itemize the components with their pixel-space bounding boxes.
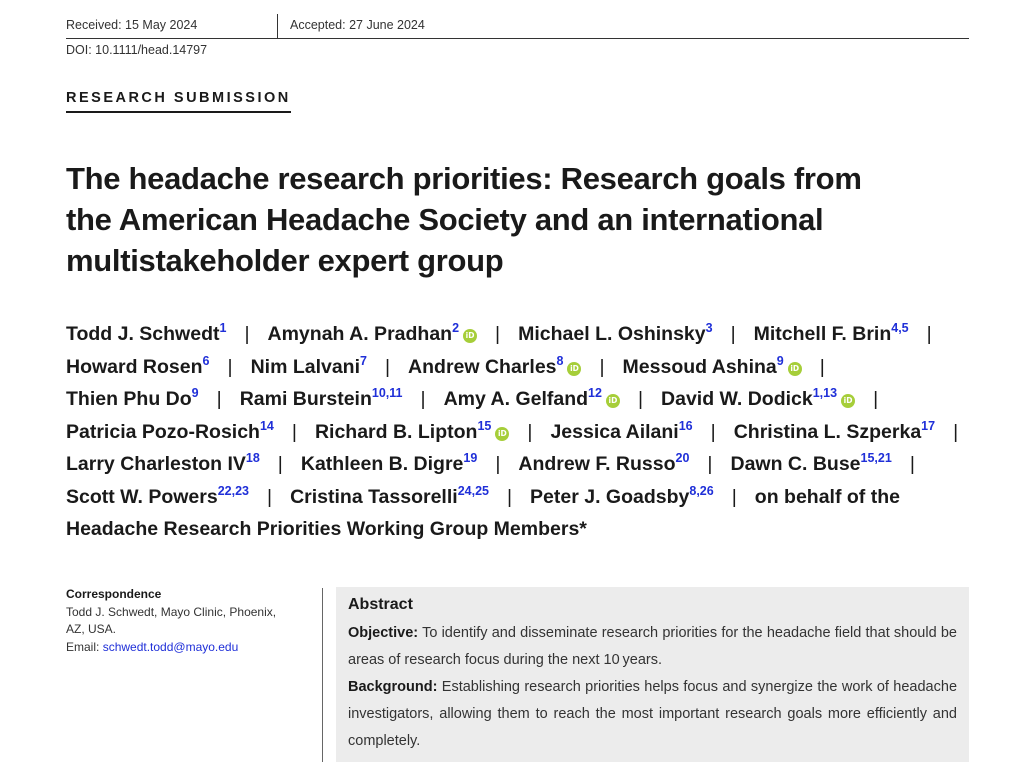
author[interactable]: Kathleen B. Digre$^{19}$ [300,451,478,475]
affiliation-ref[interactable]: 22,23 [217,483,249,498]
author[interactable]: Andrew F. Russo$^{20}$ [518,451,690,475]
author[interactable]: Messoud Ashina$^9$iD [623,356,802,378]
abstract-background [348,674,957,755]
author-separator: | [819,355,825,378]
correspondence-address-cont: AZ, USA. [66,622,117,636]
affiliation-ref[interactable]: 3 [705,321,713,335]
author[interactable]: Dawn C. Buse$^{15,21}$ [730,451,892,475]
affiliation-ref[interactable]: 15 [477,418,492,433]
author[interactable]: Todd J. Schwedt$^1$ [66,321,227,345]
author[interactable]: Amynah A. Pradhan$^2$iD [268,323,478,345]
orcid-icon[interactable]: iD [463,329,477,343]
author[interactable]: David W. Dodick$^{1,13}$iD [661,388,855,410]
affiliation-ref[interactable]: 9 [776,353,784,368]
abstract-box [336,587,969,762]
email-label: Email: [66,639,100,654]
author[interactable]: Jessica Ailani$^{16}$ [550,418,693,443]
affiliation-ref[interactable]: 24,25 [457,483,489,498]
section-label: RESEARCH SUBMISSION [66,90,291,113]
orcid-icon[interactable]: iD [495,427,509,441]
author-separator: | [953,420,959,443]
affiliation-ref[interactable]: 15,21 [860,451,892,465]
correspondence-heading: Correspondence [66,587,162,601]
affiliation-ref[interactable]: 2 [452,321,460,335]
author-separator: | [873,388,879,410]
objective-text: To identify and disseminate research priorities for the headache field that should be areas of research focus during the next 10 years. [348,625,957,668]
author[interactable]: Cristina Tassorelli$^{24,25}$ [290,483,489,508]
accepted-date: Accepted: 27 June 2024 [290,18,425,32]
author-separator: | [527,420,533,443]
affiliation-ref[interactable]: 1,13 [812,386,838,400]
author-separator: | [227,355,233,378]
affiliation-ref[interactable]: 8 [556,353,564,368]
author[interactable]: Andrew Charles$^8$iD [408,356,581,378]
affiliation-ref[interactable]: 6 [202,353,210,368]
author-separator: | [495,323,501,345]
correspondence-email-row [66,639,306,657]
email-link[interactable]: schwedt.todd@mayo.edu [102,639,239,654]
author[interactable]: Nim Lalvani$^7$ [250,353,367,378]
author[interactable]: Thien Phu Do$^9$ [66,386,199,410]
author[interactable]: Rami Burstein$^{10,11}$ [239,386,403,410]
objective-label: Objective: [348,625,419,641]
author-separator: | [909,453,915,475]
received-date: Received: 15 May 2024 [66,18,198,32]
author-separator: | [420,388,426,410]
author-separator: | [266,485,273,508]
affiliation-ref[interactable]: 19 [463,451,478,465]
author-line [66,351,966,384]
group-author[interactable]: Headache Research Priorities Working Group Members* [66,518,587,540]
background-text: Establishing research priorities helps focus and synergize the work of headache investigators, allowing them to reach the most important research goals more efficiently and completely. [348,679,958,749]
affiliation-ref[interactable]: 12 [588,386,602,400]
author-separator: | [244,323,250,345]
affiliation-ref[interactable]: 10,11 [371,386,403,400]
affiliation-ref[interactable]: 18 [245,451,260,465]
affiliation-ref[interactable]: 20 [675,451,690,465]
author-separator: | [291,420,297,443]
author-separator: | [730,323,736,345]
author-line [66,448,966,481]
author-separator: | [599,355,605,378]
orcid-icon[interactable]: iD [788,362,802,376]
author-separator: | [731,485,737,508]
affiliation-ref[interactable]: 8,26 [689,483,714,498]
orcid-icon[interactable]: iD [606,394,620,408]
affiliation-ref[interactable]: 14 [259,418,274,433]
author[interactable]: Peter J. Goadsby$^{8,26}$ [530,483,714,508]
author-line [66,513,966,546]
affiliation-ref[interactable]: 17 [921,418,936,433]
author[interactable]: Christina L. Szperka$^{17}$ [733,418,936,443]
author[interactable]: Amy A. Gelfand$^{12}$iD [444,388,620,410]
affiliation-ref[interactable]: 4,5 [891,321,909,335]
author-separator: | [384,355,391,378]
author[interactable]: Patricia Pozo-Rosich$^{14}$ [66,418,274,443]
affiliation-ref[interactable]: 7 [360,353,367,368]
author-separator: | [926,323,932,345]
doi[interactable]: DOI: 10.1111/head.14797 [66,43,208,57]
abstract-heading: Abstract [348,596,413,613]
affiliation-ref[interactable]: 9 [191,386,199,400]
author[interactable]: Richard B. Lipton$^{15}$iD [315,421,509,443]
author-line [66,481,966,514]
author-separator: | [637,388,644,410]
author-line [66,416,966,449]
article-title: The headache research priorities: Research goals from the American Headache Society and an international multistakeholder expert group [66,161,862,278]
author[interactable]: Mitchell F. Brin$^{4,5}$ [753,321,909,345]
affiliation-ref[interactable]: 1 [219,321,227,335]
author-line [66,318,966,351]
author[interactable]: Howard Rosen$^6$ [66,353,210,378]
group-author-prefix: on behalf of the [754,485,900,508]
article-dates [66,14,969,39]
correspondence-address: Todd J. Schwedt, Mayo Clinic, Phoenix, [66,604,277,619]
orcid-icon[interactable]: iD [567,362,581,376]
date-divider [277,14,278,38]
author[interactable]: Scott W. Powers$^{22,23}$ [66,483,249,508]
author-separator: | [277,453,283,475]
author-line [66,383,966,416]
author[interactable]: Larry Charleston IV$^{18}$ [66,451,260,475]
author-separator: | [707,453,713,475]
author-separator: | [495,453,501,475]
author-separator: | [506,485,513,508]
author-separator: | [710,420,716,443]
author-separator: | [216,388,222,410]
abstract-objective [348,620,957,674]
author[interactable]: Michael L. Oshinsky$^3$ [518,321,713,345]
author-list [66,318,966,546]
column-divider [322,588,323,762]
background-label: Background: [348,679,438,695]
affiliation-ref[interactable]: 16 [678,418,693,433]
orcid-icon[interactable]: iD [841,394,855,408]
correspondence [66,586,306,656]
